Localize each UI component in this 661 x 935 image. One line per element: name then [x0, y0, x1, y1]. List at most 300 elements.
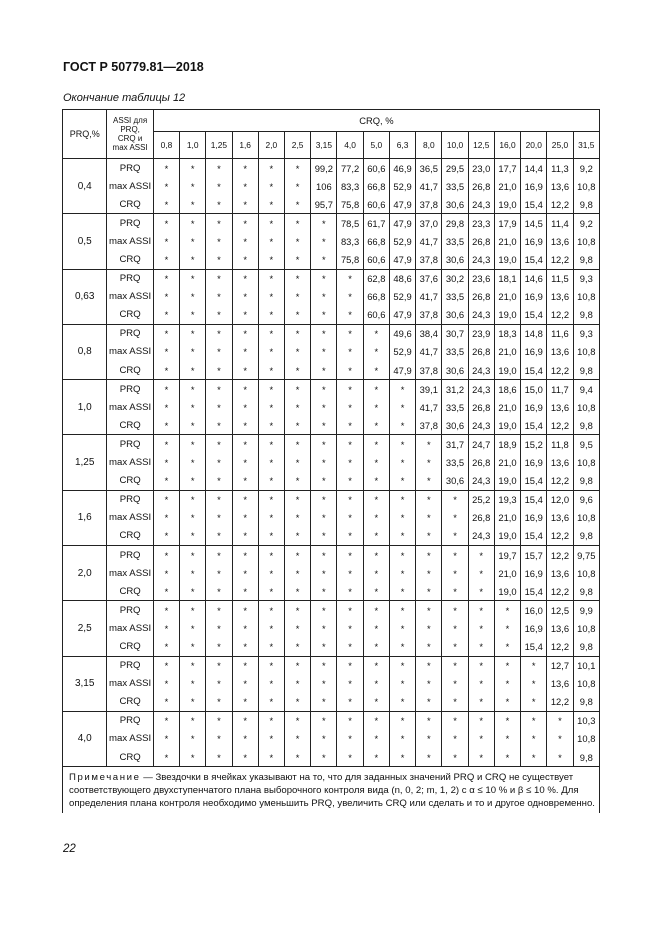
value-cell: * [311, 619, 337, 637]
value-cell: 26,8 [468, 232, 494, 250]
value-cell: * [206, 454, 232, 472]
value-cell: * [468, 564, 494, 582]
value-cell: 12,2 [547, 637, 573, 656]
value-cell: * [206, 675, 232, 693]
value-cell: * [285, 675, 311, 693]
value-cell: * [389, 619, 415, 637]
value-cell: * [153, 416, 179, 435]
value-cell: * [363, 343, 389, 361]
value-cell: 62,8 [363, 269, 389, 288]
value-cell: * [285, 582, 311, 601]
document-code: ГОСТ Р 50779.81—2018 [63, 60, 204, 74]
prq-group-cell: 0,4 [63, 159, 107, 214]
value-cell: * [232, 472, 258, 491]
crq-header-cell: 6,3 [389, 132, 415, 159]
value-cell: * [232, 582, 258, 601]
value-cell: 16,9 [521, 232, 547, 250]
crq-header-cell: 2,5 [285, 132, 311, 159]
value-cell: * [389, 416, 415, 435]
value-cell: * [389, 545, 415, 564]
row-type-label: max ASSI [107, 177, 153, 195]
value-cell: * [153, 214, 179, 233]
value-cell: * [337, 416, 363, 435]
value-cell: * [258, 582, 284, 601]
value-cell: * [232, 250, 258, 269]
value-cell: * [232, 416, 258, 435]
table-row [63, 435, 600, 454]
page-number: 22 [63, 843, 76, 855]
table-row [63, 564, 600, 582]
value-cell: * [153, 490, 179, 509]
value-cell: 37,0 [416, 214, 442, 233]
value-cell: * [416, 564, 442, 582]
value-cell: * [285, 343, 311, 361]
value-cell: * [153, 582, 179, 601]
value-cell: * [311, 601, 337, 620]
value-cell: * [232, 527, 258, 546]
value-cell: 16,9 [521, 564, 547, 582]
value-cell: * [311, 490, 337, 509]
value-cell: 25,2 [468, 490, 494, 509]
value-cell: * [363, 398, 389, 416]
value-cell: * [153, 527, 179, 546]
value-cell: * [258, 232, 284, 250]
value-cell: * [337, 711, 363, 730]
value-cell: * [285, 454, 311, 472]
value-cell: * [389, 398, 415, 416]
note-lead: Примечание [69, 772, 141, 784]
value-cell: * [258, 564, 284, 582]
value-cell: * [468, 545, 494, 564]
value-cell: * [153, 435, 179, 454]
value-cell: 41,7 [416, 398, 442, 416]
value-cell: * [363, 675, 389, 693]
value-cell: * [311, 380, 337, 399]
value-cell: 37,8 [416, 195, 442, 214]
value-cell: 12,2 [547, 416, 573, 435]
value-cell: * [180, 380, 206, 399]
value-cell: 21,0 [494, 398, 520, 416]
value-cell: * [232, 564, 258, 582]
value-cell: 10,8 [573, 288, 599, 306]
value-cell: 10,8 [573, 564, 599, 582]
value-cell: * [180, 416, 206, 435]
value-cell: * [206, 582, 232, 601]
value-cell: 12,2 [547, 693, 573, 712]
row-type-label: max ASSI [107, 509, 153, 527]
crq-header-cell: 25,0 [547, 132, 573, 159]
value-cell: * [363, 637, 389, 656]
row-type-label: max ASSI [107, 619, 153, 637]
value-cell: * [232, 656, 258, 675]
value-cell: 11,4 [547, 214, 573, 233]
value-cell: * [285, 250, 311, 269]
value-cell: 15,7 [521, 545, 547, 564]
value-cell: 60,6 [363, 195, 389, 214]
value-cell: * [363, 361, 389, 380]
table-row [63, 711, 600, 730]
value-cell: * [311, 675, 337, 693]
value-cell: * [232, 398, 258, 416]
value-cell: * [389, 675, 415, 693]
value-cell: 37,6 [416, 269, 442, 288]
value-cell: * [180, 159, 206, 178]
value-cell: * [180, 214, 206, 233]
value-cell: 37,8 [416, 416, 442, 435]
value-cell: 9,9 [573, 601, 599, 620]
value-cell: * [180, 693, 206, 712]
value-cell: 75,8 [337, 250, 363, 269]
crq-header-cell: 16,0 [494, 132, 520, 159]
value-cell: 12,2 [547, 250, 573, 269]
value-cell: 11,8 [547, 435, 573, 454]
value-cell: * [337, 693, 363, 712]
crq-header-cell: 5,0 [363, 132, 389, 159]
value-cell: * [521, 656, 547, 675]
value-cell: * [285, 711, 311, 730]
value-cell: 9,8 [573, 472, 599, 491]
value-cell: 33,5 [442, 177, 468, 195]
value-cell: * [180, 454, 206, 472]
table-row [63, 509, 600, 527]
value-cell: * [258, 343, 284, 361]
table-caption: Окончание таблицы 12 [63, 92, 186, 104]
value-cell: 52,9 [389, 288, 415, 306]
table-row [63, 232, 600, 250]
value-cell: * [521, 748, 547, 767]
table-row [63, 693, 600, 712]
value-cell: * [521, 711, 547, 730]
value-cell: * [258, 250, 284, 269]
value-cell: * [206, 619, 232, 637]
value-cell: * [442, 637, 468, 656]
value-cell: * [153, 711, 179, 730]
crq-header-cell: 1,6 [232, 132, 258, 159]
value-cell: * [206, 637, 232, 656]
value-cell: * [389, 380, 415, 399]
row-type-label: CRQ [107, 195, 153, 214]
table-row [63, 656, 600, 675]
value-cell: * [494, 675, 520, 693]
value-cell: 24,3 [468, 306, 494, 325]
value-cell: * [337, 509, 363, 527]
value-cell: 15,4 [521, 637, 547, 656]
value-cell: 30,6 [442, 361, 468, 380]
value-cell: 12,2 [547, 545, 573, 564]
value-cell: * [232, 711, 258, 730]
value-cell: 14,6 [521, 269, 547, 288]
value-cell: 10,8 [573, 177, 599, 195]
value-cell: 11,3 [547, 159, 573, 178]
value-cell: 83,3 [337, 232, 363, 250]
table-row [63, 490, 600, 509]
value-cell: * [258, 509, 284, 527]
value-cell: 17,9 [494, 214, 520, 233]
value-cell: 30,6 [442, 306, 468, 325]
value-cell: 9,3 [573, 324, 599, 343]
value-cell: 21,0 [494, 177, 520, 195]
value-cell: * [389, 582, 415, 601]
value-cell: * [416, 454, 442, 472]
value-cell: 16,9 [521, 454, 547, 472]
value-cell: 13,6 [547, 454, 573, 472]
value-cell: * [363, 435, 389, 454]
table-row [63, 343, 600, 361]
value-cell: * [363, 472, 389, 491]
value-cell: * [337, 380, 363, 399]
value-cell: * [153, 693, 179, 712]
value-cell: * [337, 361, 363, 380]
value-cell: 26,8 [468, 398, 494, 416]
value-cell: * [389, 693, 415, 712]
value-cell: * [442, 656, 468, 675]
value-cell: 12,2 [547, 527, 573, 546]
value-cell: * [363, 490, 389, 509]
value-cell: * [206, 398, 232, 416]
value-cell: * [180, 195, 206, 214]
value-cell: * [337, 637, 363, 656]
table-row [63, 472, 600, 491]
value-cell: 9,75 [573, 545, 599, 564]
value-cell: 10,8 [573, 730, 599, 748]
value-cell: * [442, 675, 468, 693]
value-cell: * [442, 564, 468, 582]
value-cell: * [153, 454, 179, 472]
value-cell: 10,3 [573, 711, 599, 730]
prq-group-cell: 3,15 [63, 656, 107, 711]
value-cell: 14,5 [521, 214, 547, 233]
value-cell: * [206, 324, 232, 343]
value-cell: * [232, 601, 258, 620]
table-row [63, 380, 600, 399]
table-row [63, 306, 600, 325]
value-cell: * [311, 472, 337, 491]
value-cell: * [206, 711, 232, 730]
row-type-label: CRQ [107, 416, 153, 435]
value-cell: 12,7 [547, 656, 573, 675]
value-cell: 99,2 [311, 159, 337, 178]
value-cell: * [468, 711, 494, 730]
value-cell: 9,8 [573, 748, 599, 767]
value-cell: 15,4 [521, 361, 547, 380]
value-cell: * [416, 527, 442, 546]
value-cell: * [416, 582, 442, 601]
header-crq: CRQ, % [153, 110, 599, 132]
value-cell: 21,0 [494, 288, 520, 306]
value-cell: * [311, 250, 337, 269]
table-row [63, 177, 600, 195]
value-cell: 24,3 [468, 416, 494, 435]
value-cell: * [285, 361, 311, 380]
value-cell: * [232, 195, 258, 214]
value-cell: * [285, 693, 311, 712]
value-cell: 15,4 [521, 416, 547, 435]
table-row [63, 416, 600, 435]
value-cell: * [258, 195, 284, 214]
value-cell: 13,6 [547, 675, 573, 693]
value-cell: 31,7 [442, 435, 468, 454]
table-row [63, 637, 600, 656]
value-cell: * [206, 380, 232, 399]
table-row [63, 748, 600, 767]
value-cell: 47,9 [389, 250, 415, 269]
value-cell: 33,5 [442, 343, 468, 361]
value-cell: * [258, 656, 284, 675]
row-type-label: max ASSI [107, 398, 153, 416]
value-cell: 10,8 [573, 619, 599, 637]
value-cell: * [363, 693, 389, 712]
value-cell: * [232, 343, 258, 361]
value-cell: * [311, 693, 337, 712]
value-cell: * [258, 416, 284, 435]
value-cell: 75,8 [337, 195, 363, 214]
value-cell: 12,2 [547, 472, 573, 491]
value-cell: * [258, 545, 284, 564]
value-cell: * [258, 177, 284, 195]
value-cell: * [311, 582, 337, 601]
value-cell: * [180, 472, 206, 491]
value-cell: * [311, 711, 337, 730]
value-cell: * [416, 748, 442, 767]
value-cell: * [311, 214, 337, 233]
value-cell: * [389, 527, 415, 546]
value-cell: 9,6 [573, 490, 599, 509]
prq-group-cell: 1,0 [63, 380, 107, 435]
value-cell: 41,7 [416, 343, 442, 361]
value-cell: 15,4 [521, 472, 547, 491]
value-cell: * [285, 159, 311, 178]
table-row [63, 361, 600, 380]
value-cell: * [180, 490, 206, 509]
value-cell: 16,9 [521, 288, 547, 306]
value-cell: * [311, 656, 337, 675]
value-cell: * [153, 472, 179, 491]
value-cell: 31,2 [442, 380, 468, 399]
value-cell: * [389, 748, 415, 767]
value-cell: 21,0 [494, 343, 520, 361]
value-cell: * [232, 637, 258, 656]
value-cell: 83,3 [337, 177, 363, 195]
value-cell: * [416, 509, 442, 527]
value-cell: * [206, 306, 232, 325]
value-cell: * [416, 637, 442, 656]
value-cell: * [232, 269, 258, 288]
value-cell: * [494, 693, 520, 712]
value-cell: 48,6 [389, 269, 415, 288]
value-cell: * [416, 693, 442, 712]
value-cell: * [232, 177, 258, 195]
value-cell: 21,0 [494, 454, 520, 472]
value-cell: 52,9 [389, 343, 415, 361]
value-cell: * [180, 545, 206, 564]
value-cell: 12,2 [547, 306, 573, 325]
value-cell: 41,7 [416, 232, 442, 250]
value-cell: 19,0 [494, 306, 520, 325]
value-cell: 9,3 [573, 269, 599, 288]
value-cell: * [363, 527, 389, 546]
value-cell: * [285, 545, 311, 564]
value-cell: 12,2 [547, 195, 573, 214]
value-cell: * [232, 380, 258, 399]
value-cell: * [389, 656, 415, 675]
row-type-label: PRQ [107, 435, 153, 454]
value-cell: 11,6 [547, 324, 573, 343]
value-cell: * [180, 748, 206, 767]
value-cell: * [232, 324, 258, 343]
value-cell: 30,6 [442, 472, 468, 491]
value-cell: 21,0 [494, 232, 520, 250]
value-cell: * [232, 435, 258, 454]
value-cell: 33,5 [442, 232, 468, 250]
value-cell: * [363, 545, 389, 564]
prq-group-cell: 2,5 [63, 601, 107, 656]
value-cell: 30,2 [442, 269, 468, 288]
row-type-label: PRQ [107, 159, 153, 178]
value-cell: * [363, 416, 389, 435]
value-cell: * [258, 675, 284, 693]
value-cell: 13,6 [547, 398, 573, 416]
value-cell: 16,9 [521, 177, 547, 195]
value-cell: 10,8 [573, 675, 599, 693]
value-cell: * [153, 195, 179, 214]
value-cell: * [337, 730, 363, 748]
value-cell: * [258, 269, 284, 288]
value-cell: * [258, 693, 284, 712]
value-cell: * [389, 454, 415, 472]
value-cell: * [311, 527, 337, 546]
value-cell: * [206, 195, 232, 214]
value-cell: * [206, 509, 232, 527]
row-type-label: CRQ [107, 748, 153, 767]
value-cell: 47,9 [389, 214, 415, 233]
value-cell: * [311, 454, 337, 472]
value-cell: * [232, 509, 258, 527]
value-cell: * [153, 730, 179, 748]
note-row [63, 767, 600, 814]
value-cell: * [206, 250, 232, 269]
value-cell: 106 [311, 177, 337, 195]
value-cell: 26,8 [468, 288, 494, 306]
value-cell: 15,2 [521, 435, 547, 454]
value-cell: 37,8 [416, 306, 442, 325]
row-type-label: CRQ [107, 582, 153, 601]
value-cell: * [416, 730, 442, 748]
value-cell: * [258, 601, 284, 620]
value-cell: 16,9 [521, 343, 547, 361]
value-cell: * [363, 324, 389, 343]
value-cell: * [153, 250, 179, 269]
value-cell: * [258, 730, 284, 748]
table-row [63, 214, 600, 233]
value-cell: * [232, 232, 258, 250]
value-cell: 13,6 [547, 619, 573, 637]
row-type-label: PRQ [107, 490, 153, 509]
value-cell: 61,7 [363, 214, 389, 233]
prq-group-cell: 1,6 [63, 490, 107, 545]
value-cell: * [285, 398, 311, 416]
value-cell: 47,9 [389, 361, 415, 380]
value-cell: * [153, 288, 179, 306]
value-cell: * [389, 435, 415, 454]
value-cell: * [363, 601, 389, 620]
value-cell: * [153, 380, 179, 399]
value-cell: * [285, 288, 311, 306]
value-cell: * [442, 490, 468, 509]
value-cell: 24,3 [468, 250, 494, 269]
value-cell: * [285, 637, 311, 656]
value-cell: 52,9 [389, 232, 415, 250]
crq-header-cell: 20,0 [521, 132, 547, 159]
